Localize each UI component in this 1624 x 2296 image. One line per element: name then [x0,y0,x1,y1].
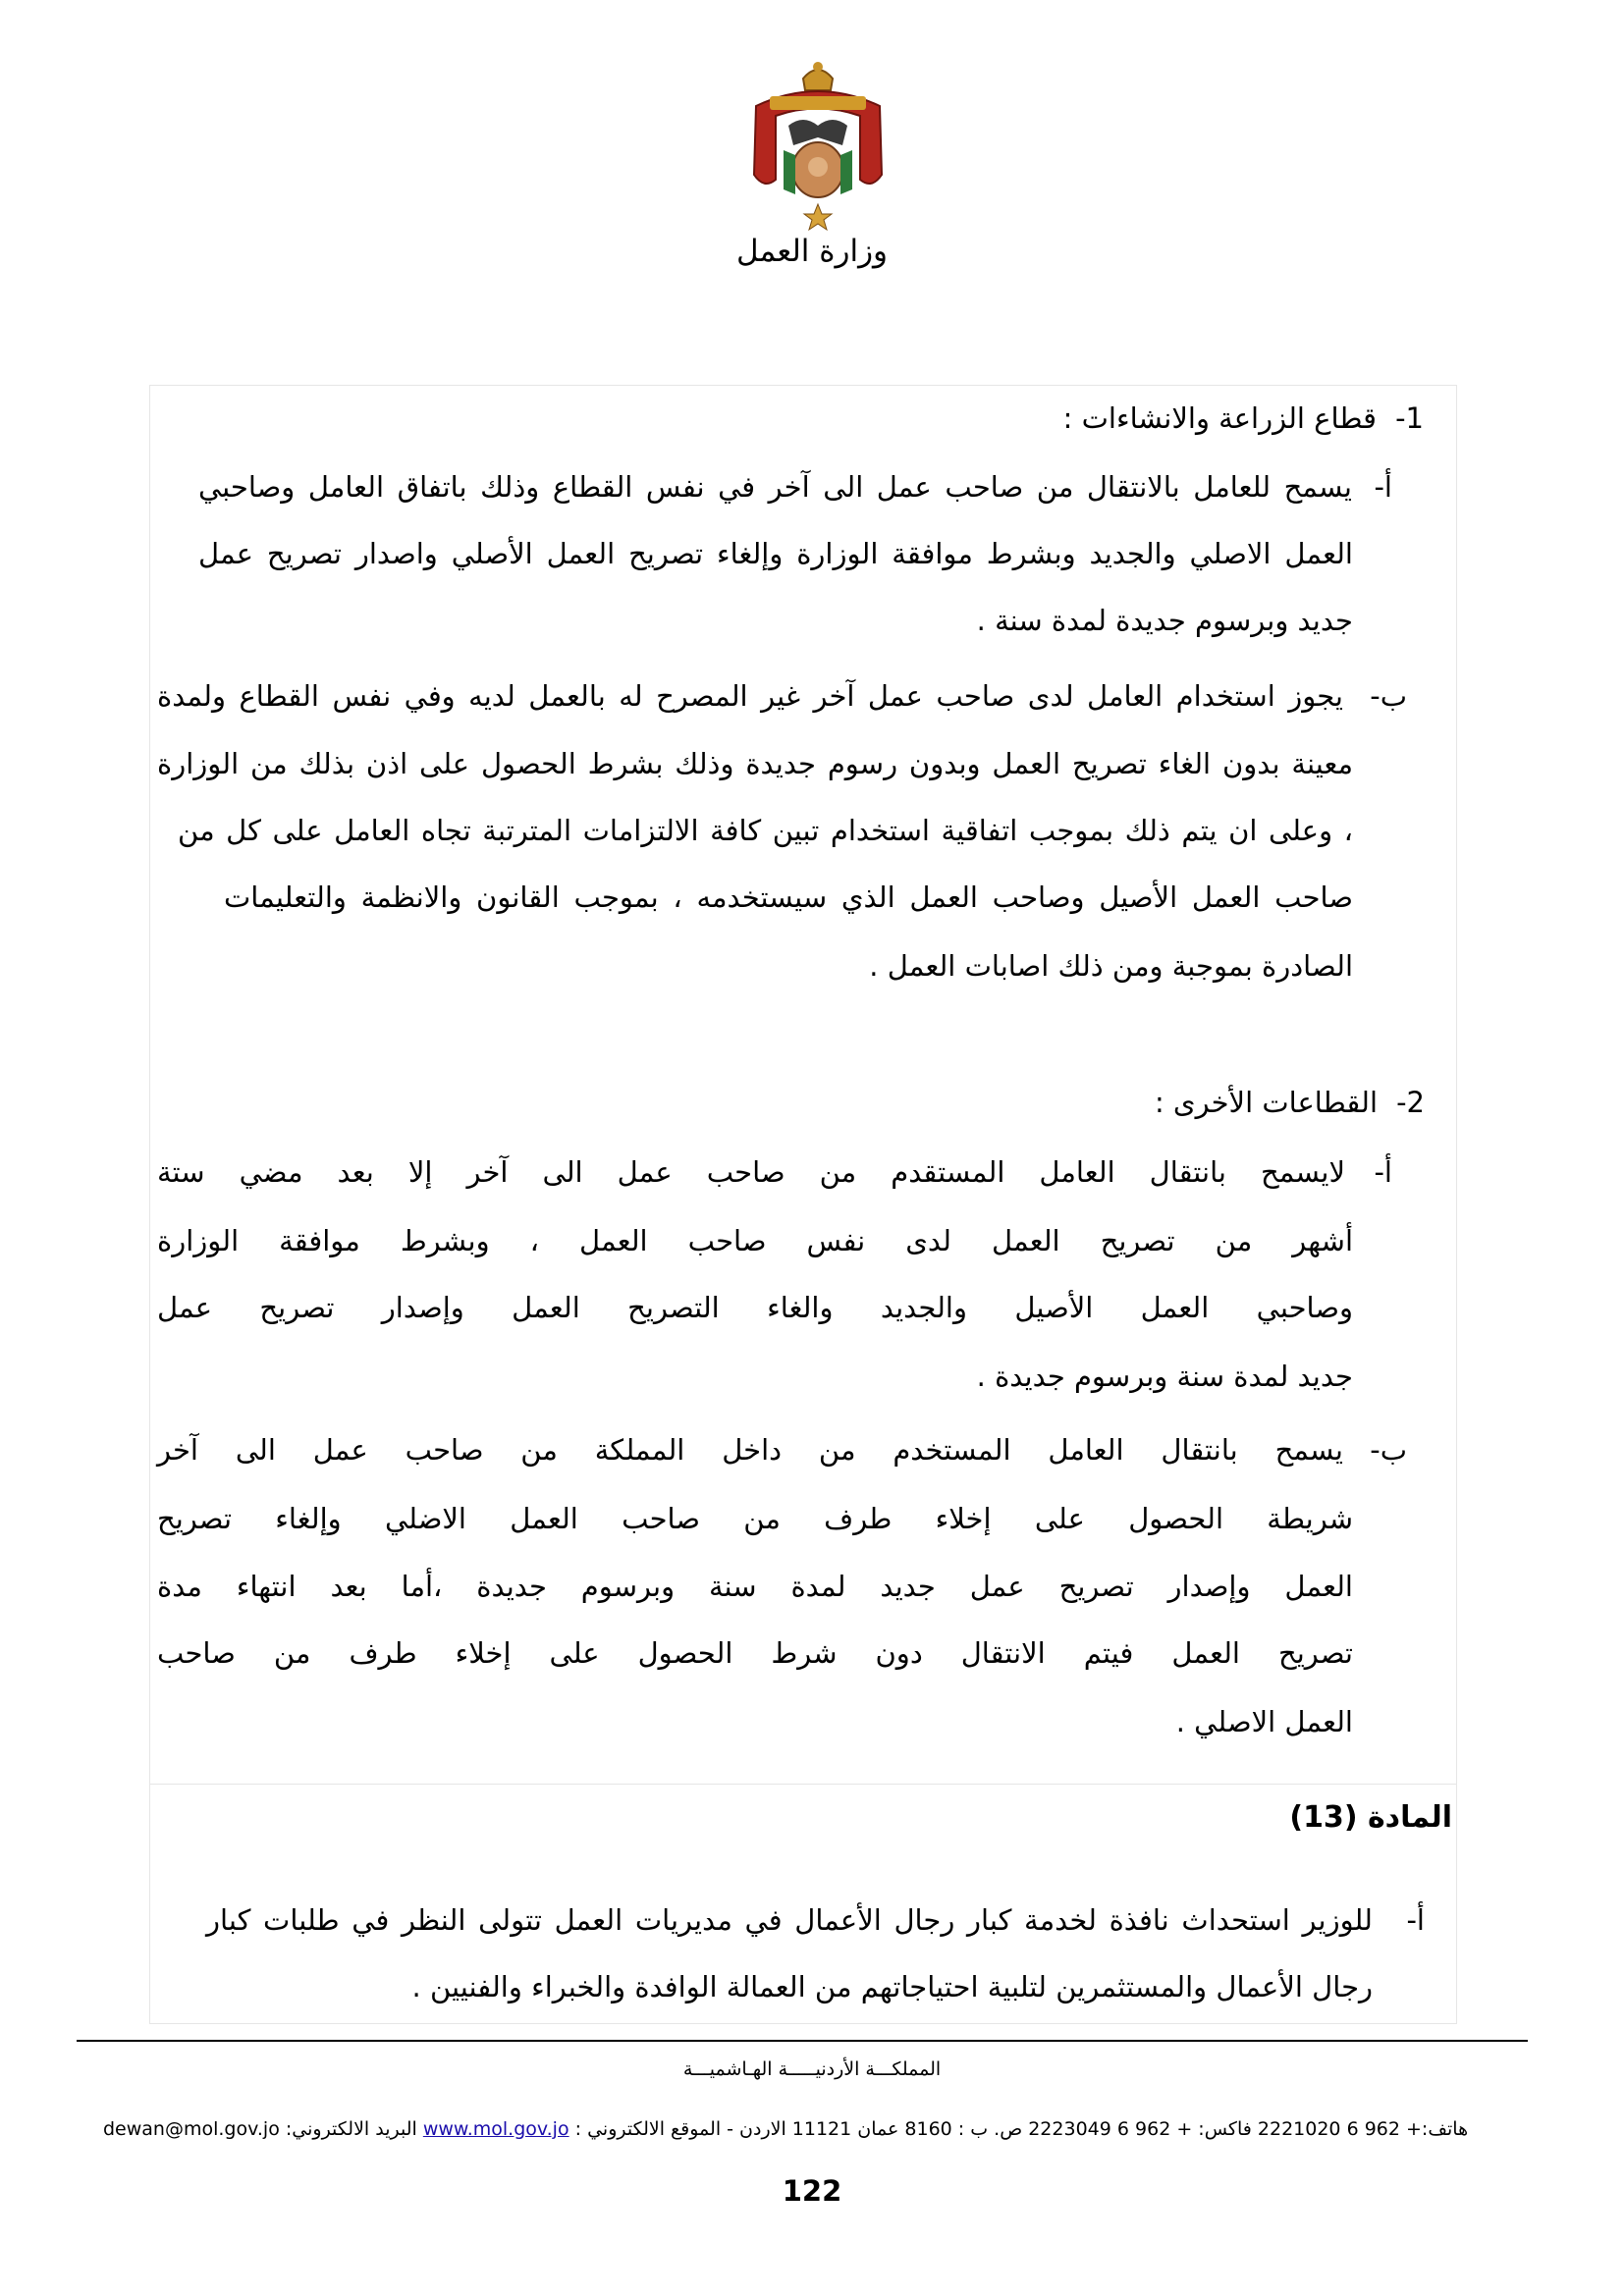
section-1-a-line: يسمح للعامل بالانتقال من صاحب عمل الى آخر في نفس القطاع وذلك باتفاق العامل وصاحبي [198,470,1352,504]
section-2-b-marker: ب- [1370,1433,1407,1467]
footer-kingdom: المملكـــة الأردنيـــــة الهـاشميـــة [682,2058,942,2080]
article-13-a-line: رجال الأعمال والمستثمرين لتلبية احتياجاتهم من العمالة الوافدة والخبراء والفنيين . [411,1970,1373,2003]
section-2-b-line: العمل الاصلي . [1175,1705,1353,1738]
section-1-title: قطاع الزراعة والانشاءات : [1062,401,1377,435]
section-1-b-marker: ب- [1370,679,1407,713]
section-1-number: 1- [1395,401,1424,435]
section-1-b-line: صاحب العمل الأصيل وصاحب العمل الذي سيستخدمه ، بموجب القانون والانظمة والتعليمات [224,881,1353,914]
section-2-b-line: يسمح بانتقال العامل المستخدم من داخل المملكة من صاحب عمل الى آخر [157,1433,1343,1467]
section-1-b-line: ، وعلى ان يتم ذلك بموجب اتفاقية استخدام تبين كافة الالتزامات المترتبة تجاه العامل على كل من [178,814,1353,847]
section-2-a-marker: أ- [1374,1155,1392,1189]
section-1-b-line: الصادرة بموجبة ومن ذلك اصابات العمل . [869,949,1353,983]
section-2-b-line: العمل وإصدار تصريح عمل جديد لمدة سنة وبرسوم جديدة ،أما بعد انتهاء مدة [157,1570,1353,1603]
section-1-b-line: يجوز استخدام العامل لدى صاحب عمل آخر غير المصرح له بالعمل لديه وفي نفس القطاع ولمدة [157,679,1343,713]
footer-rule [77,2040,1528,2042]
section-2-a-line: وصاحبي العمل الأصيل والجديد والغاء التصريح العمل وإصدار تصريح عمل [157,1291,1353,1324]
article-13-a-line: للوزير استحداث نافذة لخدمة كبار رجال الأعمال في مديريات العمل تتولى النظر في طلبات كبار [206,1903,1373,1937]
section-1-b-line: معينة بدون الغاء تصريح العمل وبدون رسوم جديدة وذلك بشرط الحصول على اذن بذلك من الوزارة [157,747,1353,780]
website-link[interactable]: www.mol.gov.jo [422,2118,569,2140]
section-2-title: القطاعات الأخرى : [1154,1086,1378,1119]
article-13-title: المادة (13) [1289,1800,1452,1835]
section-1-a-marker: أ- [1374,470,1392,504]
footer-contact-prefix: هاتف:+ 962 6 2221020 فاكس: + 962 6 2223049 ص. ب : 8160 عمان 11121 الاردن - الموقع الالكتروني : [574,2118,1469,2140]
section-2-a-line: جديد لمدة سنة وبرسوم جديدة . [976,1360,1353,1393]
section-2-b-line: تصريح العمل فيتم الانتقال دون شرط الحصول على إخلاء طرف من صاحب [157,1636,1353,1670]
frame-separator [149,1784,1456,1785]
page-number: 122 [782,2174,842,2208]
section-2-b-line: شريطة الحصول على إخلاء طرف من صاحب العمل الاضلي وإلغاء تصريح [157,1502,1353,1535]
section-1-a-line: جديد وبرسوم جديدة لمدة سنة . [976,604,1353,637]
section-2-a-line: لايسمح بانتقال العامل المستقدم من صاحب عمل الى آخر إلا بعد مضي ستة [157,1155,1345,1189]
section-2-a-line: أشهر من تصريح العمل لدى نفس صاحب العمل ، وبشرط موافقة الوزارة [157,1224,1353,1257]
footer-contact [103,2118,1468,2140]
footer-contact-suffix: البريد الالكتروني: dewan@mol.gov.jo [103,2118,417,2140]
article-13-a-marker: أ- [1406,1903,1425,1937]
ministry-name: وزارة العمل [735,234,889,269]
royal-coat-of-arms-icon [734,57,901,232]
section-2-number: 2- [1396,1086,1425,1119]
section-1-a-line: العمل الاصلي والجديد وبشرط موافقة الوزارة وإلغاء تصريح العمل الأصلي واصدار تصريح عمل [198,537,1353,570]
